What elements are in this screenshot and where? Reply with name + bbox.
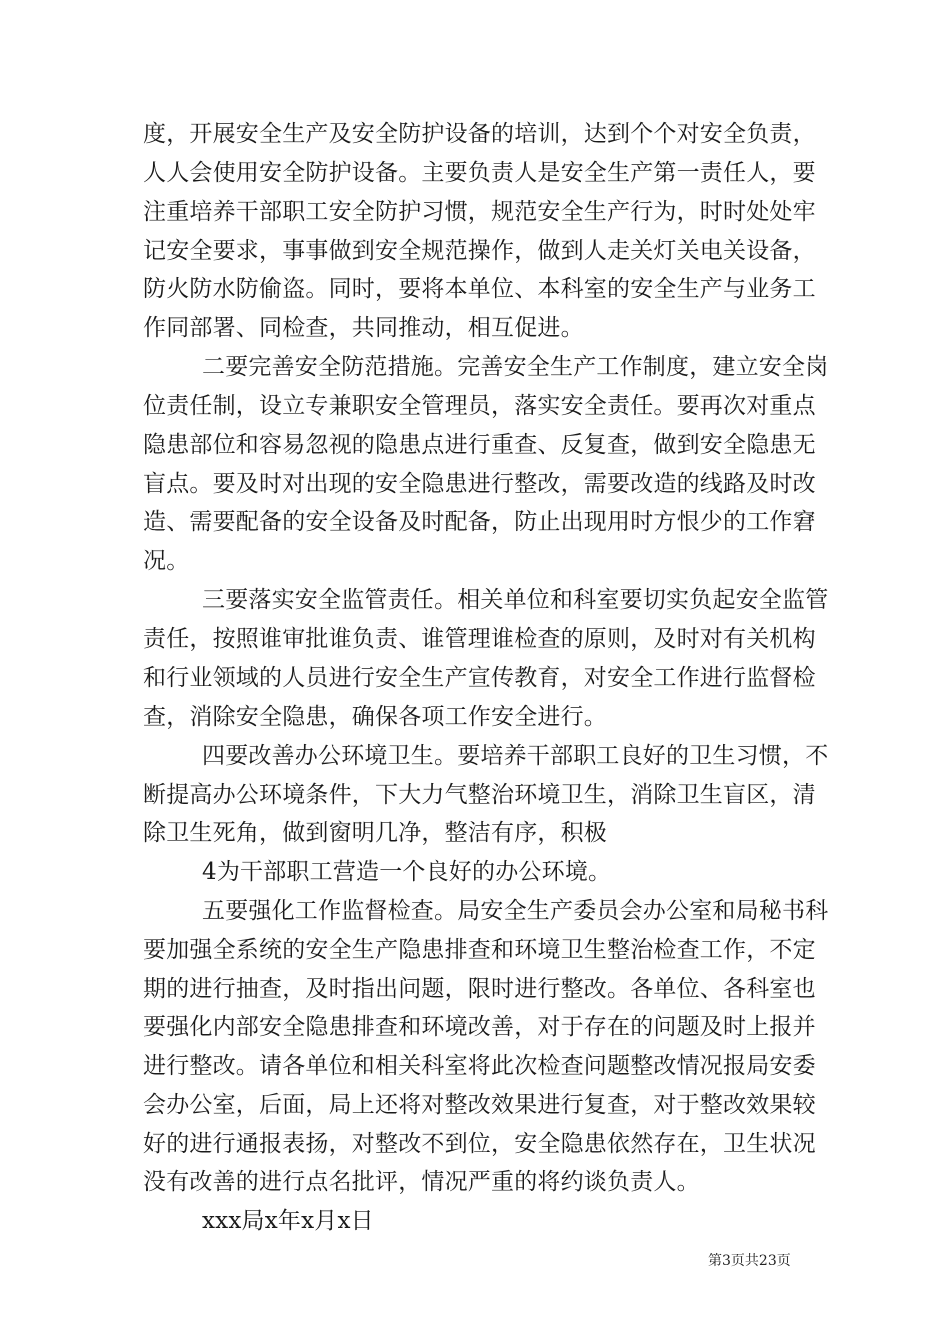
body-text-line: 断提高办公环境条件，下大力气整治环境卫生，消除卫生盲区，清	[143, 782, 816, 808]
body-text-line: 造、需要配备的安全设备及时配备，防止出现用时方恨少的工作窘	[143, 509, 816, 535]
page-number: 第3页共23页	[708, 1253, 791, 1269]
paragraph-start-line: 四要改善办公环境卫生。要培养干部职工良好的卫生习惯，不	[202, 743, 829, 769]
signature-date: xxx局x年x月x日	[202, 1208, 374, 1234]
body-text-line: 隐患部位和容易忽视的隐患点进行重查、反复查，做到安全隐患无	[143, 432, 816, 458]
body-text-line: 盲点。要及时对出现的安全隐患进行整改，需要改造的线路及时改	[143, 471, 816, 497]
body-text-line: 进行整改。请各单位和相关科室将此次检查问题整改情况报局安委	[143, 1053, 816, 1079]
body-text-line: 人人会使用安全防护设备。主要负责人是安全生产第一责任人，要	[143, 160, 816, 186]
body-text-line: 期的进行抽查，及时指出问题，限时进行整改。各单位、各科室也	[143, 976, 816, 1002]
body-text-line: 和行业领域的人员进行安全生产宣传教育，对安全工作进行监督检	[143, 665, 816, 691]
paragraph-start-line: 三要落实安全监管责任。相关单位和科室要切实负起安全监管	[202, 587, 829, 613]
body-text-line: 注重培养干部职工安全防护习惯，规范安全生产行为，时时处处牢	[143, 199, 816, 225]
body-text-line: 要强化内部安全隐患排查和环境改善，对于存在的问题及时上报并	[143, 1014, 816, 1040]
body-text-line: 要加强全系统的安全生产隐患排查和环境卫生整治检查工作，不定	[143, 937, 816, 963]
body-text-line: 位责任制，设立专兼职安全管理员，落实安全责任。要再次对重点	[143, 393, 816, 419]
body-text-line: 度，开展安全生产及安全防护设备的培训，达到个个对安全负责，	[143, 121, 816, 147]
body-text-line: 作同部署、同检查，共同推动，相互促进。	[143, 315, 584, 341]
paragraph-start-line: 五要强化工作监督检查。局安全生产委员会办公室和局秘书科	[202, 898, 829, 924]
body-text-line: 防火防水防偷盗。同时，要将本单位、本科室的安全生产与业务工	[143, 276, 816, 302]
body-text-line: 况。	[143, 548, 190, 574]
body-text-line: 责任，按照谁审批谁负责、谁管理谁检查的原则，及时对有关机构	[143, 626, 816, 652]
body-text-line: 记安全要求，事事做到安全规范操作，做到人走关灯关电关设备，	[143, 238, 816, 264]
paragraph-start-line: 4为干部职工营造一个良好的办公环境。	[202, 859, 612, 885]
body-text-line: 查，消除安全隐患，确保各项工作安全进行。	[143, 704, 607, 730]
body-text-line: 会办公室，后面，局上还将对整改效果进行复查，对于整改效果较	[143, 1092, 816, 1118]
body-text-line: 除卫生死角，做到窗明几净，整洁有序，积极	[143, 820, 607, 846]
body-text-line: 没有改善的进行点名批评，情况严重的将约谈负责人。	[143, 1169, 700, 1195]
body-text-line: 好的进行通报表扬，对整改不到位，安全隐患依然存在，卫生状况	[143, 1131, 816, 1157]
paragraph-start-line: 二要完善安全防范措施。完善安全生产工作制度，建立安全岗	[202, 354, 829, 380]
